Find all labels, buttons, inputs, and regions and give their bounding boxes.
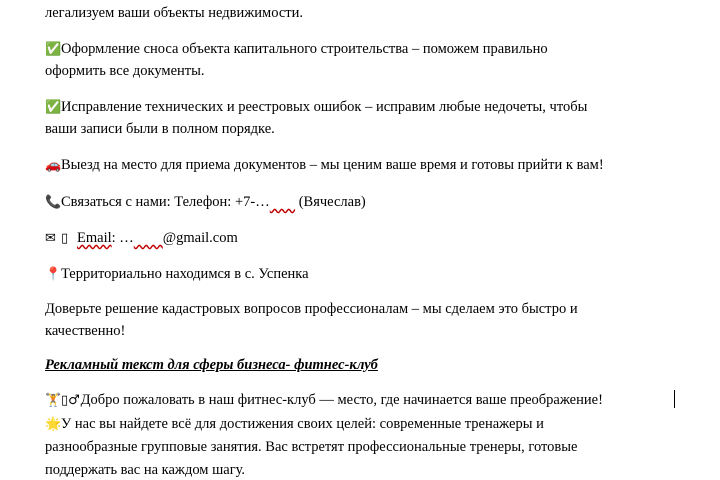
text-line — [45, 62, 204, 80]
text: Территориально находимся в с. Успенка — [61, 266, 309, 282]
paragraph-welcome — [45, 391, 603, 410]
paragraph-phone — [45, 193, 366, 212]
paragraph-trust — [45, 300, 578, 318]
text: разнообразные групповые занятия. Вас встретят профессиональные тренеры, готовые — [45, 439, 578, 455]
heavy-check-icon: ✅ — [45, 42, 62, 57]
text-line — [45, 438, 577, 456]
email-user-redacted — [134, 230, 163, 246]
text: Добро пожаловать в наш фитнес-клуб — место, где начинается ваше преображение! — [80, 392, 603, 408]
text: Исправление технических и реестровых ошибок – исправим любые недочеты, чтобы — [61, 99, 588, 115]
email-label: Email — [77, 230, 112, 246]
text: легализуем ваши объекты недвижимости. — [45, 5, 304, 21]
phone-icon: 📞 — [45, 195, 62, 210]
text-line — [45, 120, 275, 138]
paragraph-features — [45, 415, 544, 434]
section-heading: Рекламный текст для сферы бизнеса- фитнес-клуб — [45, 357, 378, 373]
paragraph-location — [45, 265, 309, 284]
heavy-check-icon: ✅ — [45, 100, 62, 115]
text-line — [45, 322, 125, 340]
paragraph-demolition — [45, 40, 548, 59]
text: : — [111, 230, 116, 246]
text: поддержать вас на каждом шагу. — [45, 462, 246, 478]
text: Выезд на место для приема документов – мы ценим ваше время и готовы прийти к вам! — [61, 157, 604, 173]
text: оформить все документы. — [45, 63, 205, 79]
star-icon: 🌟 — [45, 417, 62, 432]
text: качественно! — [45, 323, 126, 339]
text: Доверьте решение кадастровых вопросов профессионалам – мы сделаем это быстро и — [45, 301, 578, 317]
paragraph-email — [45, 229, 238, 248]
missing-glyph-icon: ▯ — [61, 231, 69, 246]
text-line — [45, 4, 303, 22]
paragraph-errors — [45, 98, 587, 117]
text: … — [119, 230, 134, 246]
text: ваши записи были в полном порядке. — [45, 121, 275, 137]
text: Связаться с нами: Телефон: +7- — [61, 194, 256, 210]
text-line — [45, 461, 245, 479]
paragraph-visit — [45, 156, 604, 175]
weightlifter-icon: 🏋 — [45, 393, 62, 408]
text: (Вячеслав) — [295, 194, 366, 210]
phone-number-redacted — [270, 194, 295, 210]
text: … — [255, 194, 270, 210]
email-domain: @gmail.com — [162, 230, 238, 246]
text: Оформление сноса объекта капитального строительства – поможем правильно — [61, 41, 548, 57]
car-icon: 🚗 — [45, 158, 62, 173]
text: У нас вы найдете всё для достижения своих целей: современные тренажеры и — [61, 416, 544, 432]
envelope-icon: ✉ — [45, 231, 56, 246]
text-cursor — [674, 390, 675, 408]
pin-icon: 📍 — [45, 267, 62, 282]
missing-glyph-icon: ▯♂ — [61, 393, 80, 408]
